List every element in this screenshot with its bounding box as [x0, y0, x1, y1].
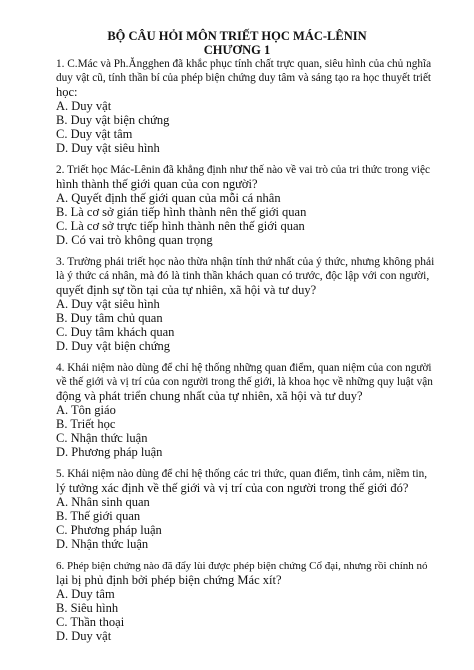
answer-option-d: D. Duy vật siêu hình	[56, 141, 160, 155]
question-stem-line: 5. Khái niệm nào dùng để chỉ hệ thống các tri thức, quan điểm, tình cảm, niềm tin,	[56, 468, 428, 480]
question-stem-line: 6. Phép biện chứng nào đã đẩy lùi được phép biện chứng Cổ đại, nhưng rồi chính nó	[56, 560, 428, 572]
question-stem-line: quyết định sự tồn tại của tự nhiên, xã hội và tư duy?	[56, 283, 317, 297]
question-stem-line: duy vật cũ, tính thần bí của phép biện chứng duy tâm và sáng tạo ra học thuyết triết	[56, 72, 432, 84]
answer-option-b: B. Duy vật biện chứng	[56, 113, 170, 127]
answer-option-d: D. Duy vật	[56, 629, 112, 643]
answer-option-c: C. Thần thoại	[56, 615, 125, 629]
answer-option-c: C. Là cơ sở trực tiếp hình thành nên thế giới quan	[56, 219, 305, 233]
answer-option-b: B. Siêu hình	[56, 601, 119, 615]
answer-option-b: B. Thế giới quan	[56, 509, 141, 523]
question-stem-line: học:	[56, 85, 78, 99]
answer-option-d: D. Nhận thức luận	[56, 537, 149, 551]
answer-option-c: C. Phương pháp luận	[56, 523, 162, 537]
answer-option-d: D. Phương pháp luận	[56, 445, 163, 459]
question-stem-line: về thế giới và vị trí của con người trong thế giới, là khoa học về những quy luật vận	[56, 376, 433, 388]
question-stem-line: là ý thức cá nhân, mà đó là tinh thần khách quan có trước, độc lập với con người,	[56, 270, 430, 282]
question-stem-line: 1. C.Mác và Ph.Ăngghen đã khắc phục tính chất trực quan, siêu hình của chủ nghĩa	[56, 58, 432, 70]
question-stem-line: 3. Trường phái triết học nào thừa nhận tính thứ nhất của ý thức, nhưng không phải	[56, 256, 435, 268]
answer-option-d: D. Duy vật biện chứng	[56, 339, 171, 353]
answer-option-d: D. Có vai trò không quan trọng	[56, 233, 213, 247]
chapter-heading: CHƯƠNG 1	[203, 43, 271, 57]
answer-option-a: A. Quyết định thế giới quan của mỗi cá nhân	[56, 191, 281, 205]
answer-option-b: B. Triết học	[56, 417, 116, 431]
answer-option-c: C. Nhận thức luận	[56, 431, 148, 445]
answer-option-c: C. Duy vật tâm	[56, 127, 133, 141]
question-stem-line: hình thành thế giới quan của con người?	[56, 177, 258, 191]
answer-option-b: B. Duy tâm chủ quan	[56, 311, 163, 325]
question-stem-line: 2. Triết học Mác-Lênin đã khẳng định như thế nào về vai trò của tri thức trong việc	[56, 164, 430, 176]
answer-option-a: A. Nhân sinh quan	[56, 495, 150, 509]
question-stem-line: lại bị phủ định bởi phép biện chứng Mác xít?	[56, 573, 282, 587]
answer-option-a: A. Duy vật	[56, 99, 112, 113]
document-title: BỘ CÂU HỎI MÔN TRIẾT HỌC MÁC-LÊNIN	[107, 29, 367, 43]
answer-option-b: B. Là cơ sở gián tiếp hình thành nên thế giới quan	[56, 205, 307, 219]
answer-option-a: A. Duy tâm	[56, 587, 115, 601]
answer-option-a: A. Duy vật siêu hình	[56, 297, 160, 311]
answer-option-a: A. Tôn giáo	[56, 403, 116, 417]
question-stem-line: động và phát triển chung nhất của tự nhiên, xã hội và tư duy?	[56, 389, 363, 403]
question-stem-line: lý tưởng xác định về thế giới và vị trí của con người trong thế giới đó?	[56, 481, 409, 495]
answer-option-c: C. Duy tâm khách quan	[56, 325, 175, 339]
question-stem-line: 4. Khái niệm nào dùng để chỉ hệ thống những quan điểm, quan niệm của con người	[56, 362, 432, 374]
